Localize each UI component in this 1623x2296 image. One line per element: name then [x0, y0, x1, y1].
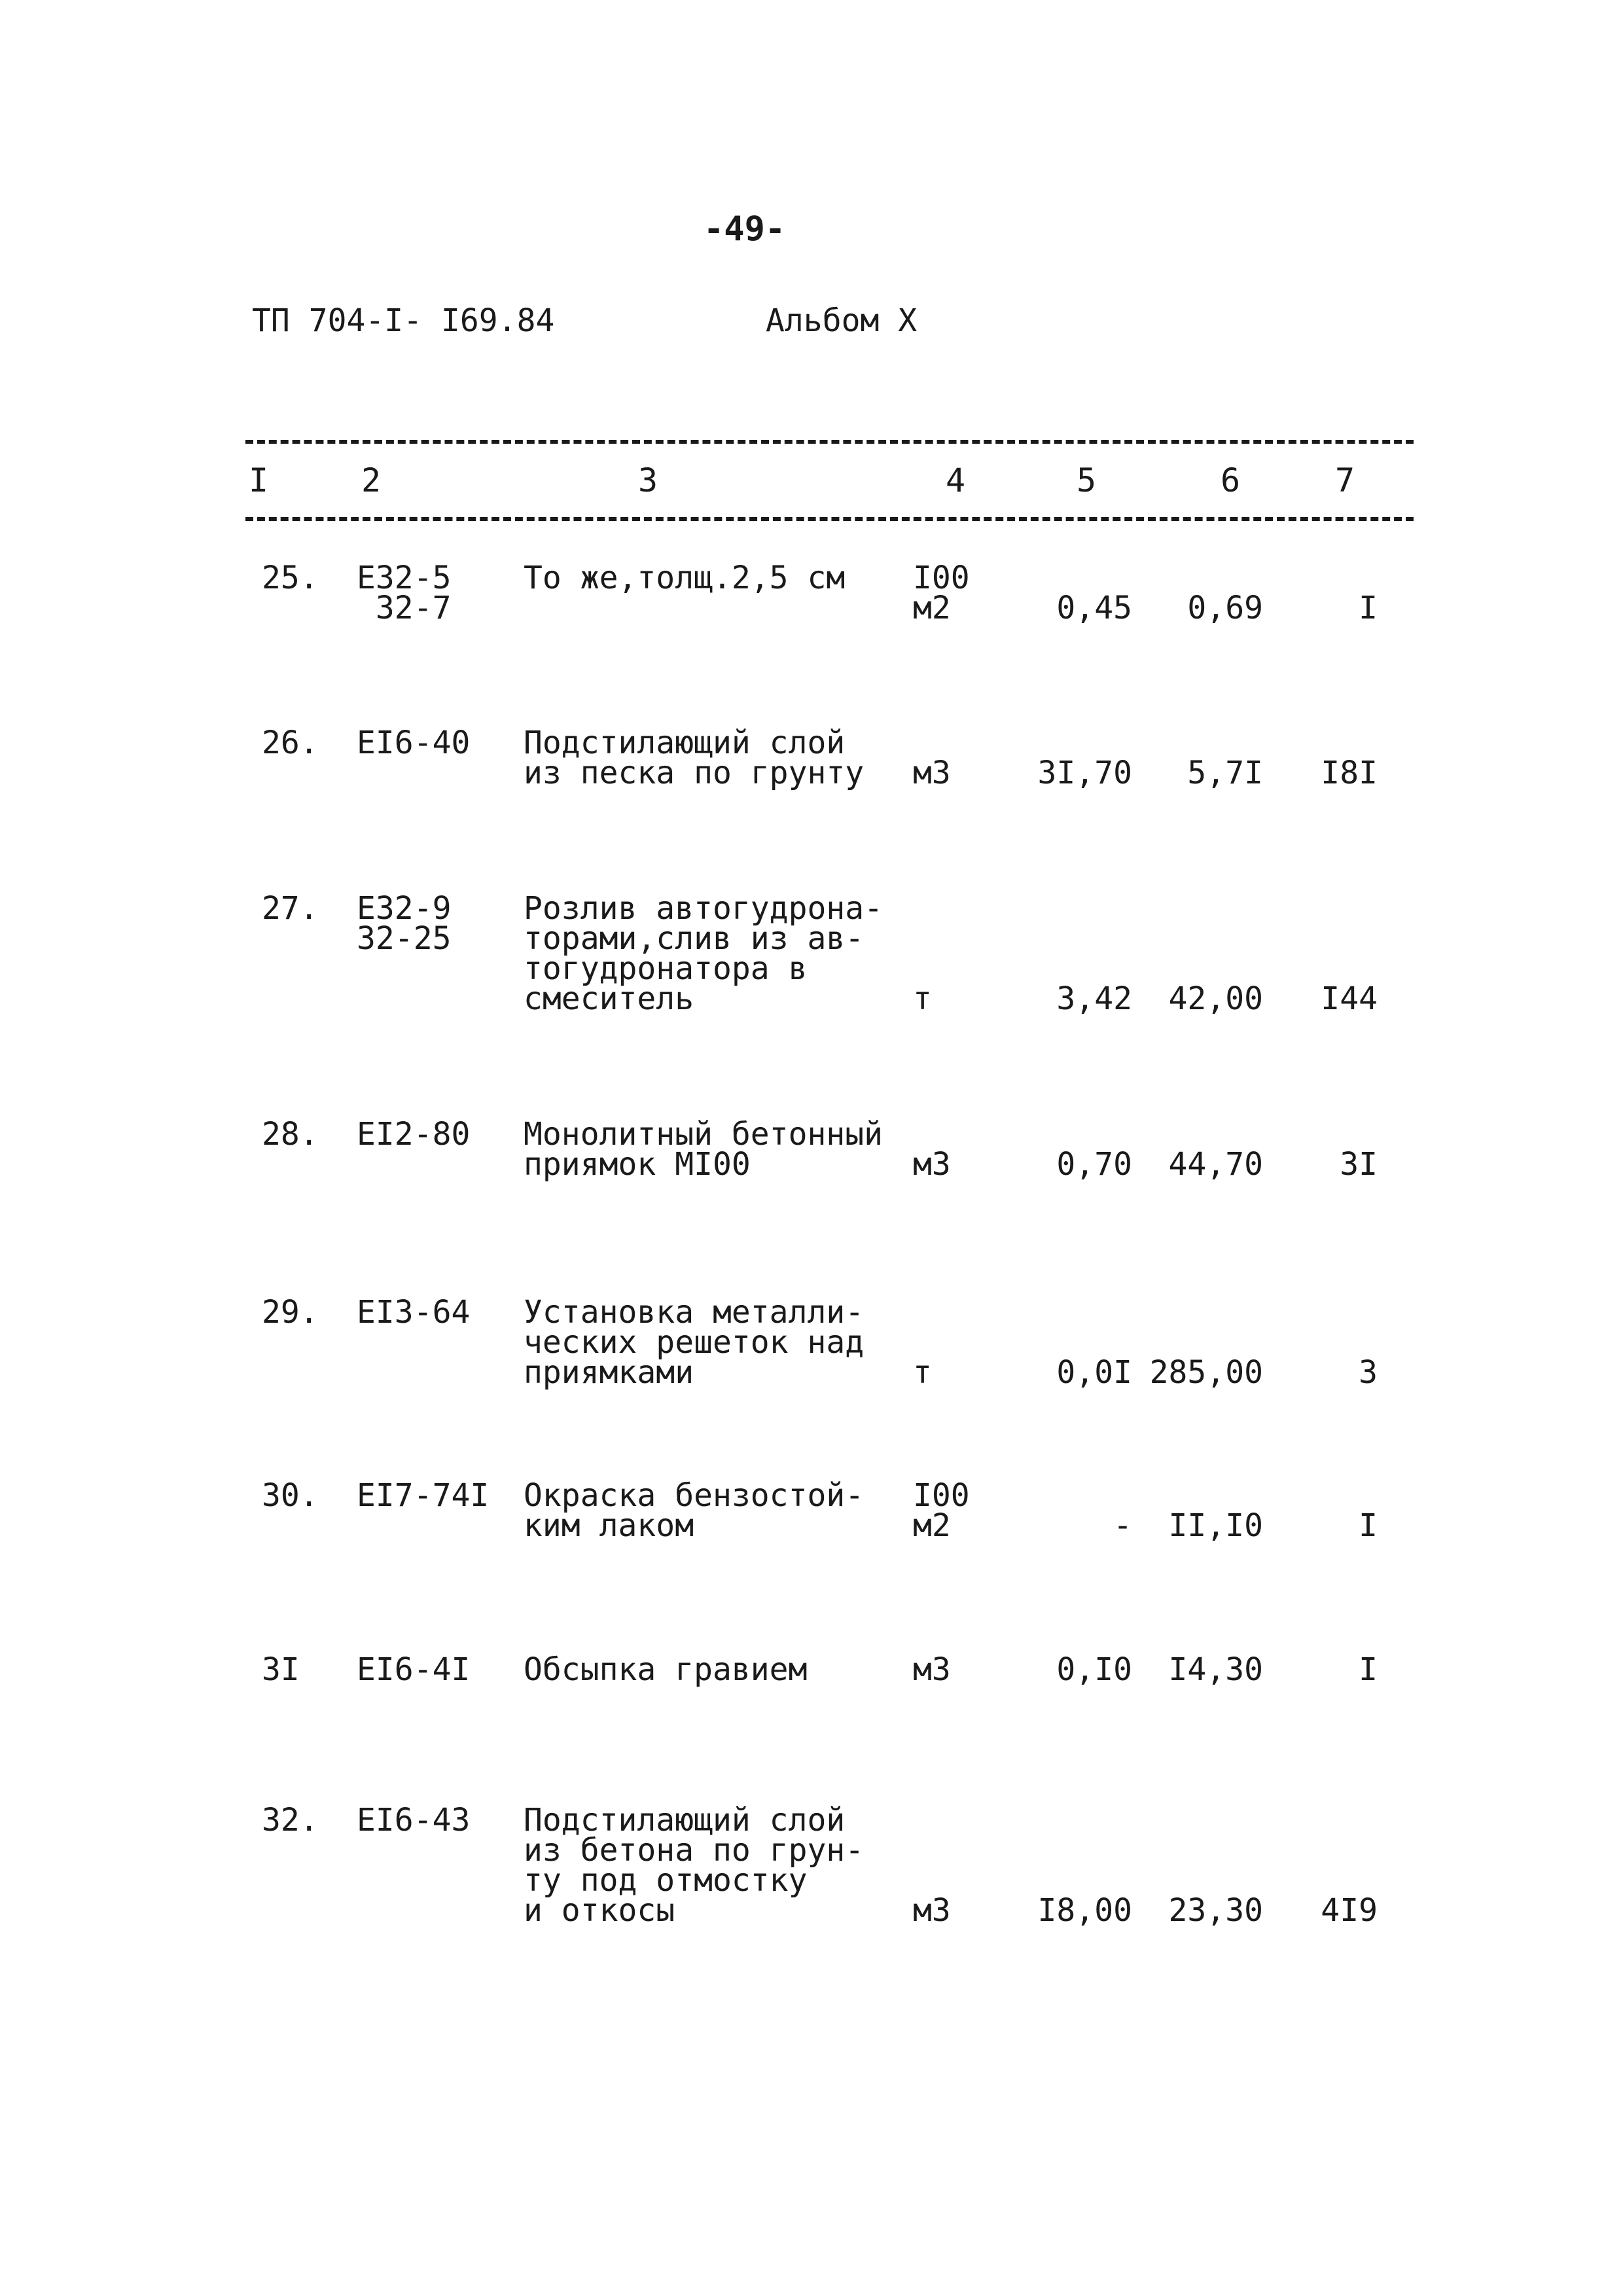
row-code: EI6-4I	[357, 1651, 471, 1688]
column-header-5: 5	[1077, 461, 1097, 499]
row-number: 30.	[262, 1477, 319, 1514]
row-description: Обсыпка гравием	[524, 1651, 808, 1688]
album-label: Альбом X	[766, 302, 918, 339]
row-unit: м3	[913, 1146, 951, 1183]
row-value-5: -	[1113, 1507, 1132, 1544]
row-value-6: I4,30	[1168, 1651, 1263, 1688]
row-description: Установка металли- ческих решеток над приямками	[524, 1294, 865, 1391]
row-number: 29.	[262, 1294, 319, 1331]
row-value-7: I44	[1321, 980, 1378, 1017]
row-number: 26.	[262, 725, 319, 761]
row-value-6: 44,70	[1168, 1146, 1263, 1183]
row-value-5: 0,I0	[1056, 1651, 1132, 1688]
row-code: E32-9 32-25	[357, 890, 452, 957]
row-code: EI7-74I	[357, 1477, 490, 1514]
row-number: 3I	[262, 1651, 300, 1688]
row-value-6: II,I0	[1168, 1507, 1263, 1544]
row-value-5: 3I,70	[1037, 755, 1132, 791]
row-description: Окраска бензостой- ким лаком	[524, 1477, 865, 1544]
column-header-6: 6	[1221, 461, 1241, 499]
column-header-1: I	[249, 461, 269, 499]
row-value-7: I	[1359, 590, 1378, 626]
header-divider-bottom	[245, 517, 1414, 521]
row-unit: т	[913, 1354, 932, 1391]
column-header-2: 2	[361, 461, 382, 499]
header-divider-top	[245, 440, 1414, 444]
row-code: EI6-40	[357, 725, 471, 761]
row-unit: м3	[913, 1651, 951, 1688]
page-number: -49-	[704, 209, 786, 249]
row-number: 28.	[262, 1116, 319, 1153]
row-code: EI2-80	[357, 1116, 471, 1153]
column-header-3: 3	[638, 461, 658, 499]
row-value-7: 3I	[1340, 1146, 1378, 1183]
document-code: ТП 704-I- I69.84	[252, 302, 555, 339]
column-header-4: 4	[946, 461, 966, 499]
row-value-6: 285,00	[1149, 1354, 1263, 1391]
row-description: Монолитный бетонный приямок МI00	[524, 1116, 883, 1183]
row-value-5: 3,42	[1056, 980, 1132, 1017]
row-value-7: 3	[1359, 1354, 1378, 1391]
row-value-6: 23,30	[1168, 1892, 1263, 1929]
row-value-5: 0,0I	[1056, 1354, 1132, 1391]
row-value-7: I	[1359, 1651, 1378, 1688]
row-code: EI3-64	[357, 1294, 471, 1331]
row-value-5: I8,00	[1037, 1892, 1132, 1929]
row-description: То же,толщ.2,5 см	[524, 560, 846, 596]
row-code: EI6-43	[357, 1802, 471, 1839]
row-value-5: 0,70	[1056, 1146, 1132, 1183]
row-number: 25.	[262, 560, 319, 596]
row-number: 32.	[262, 1802, 319, 1839]
row-description: Подстилающий слой из бетона по грун- ту под отмостку и откосы	[524, 1802, 865, 1929]
row-unit: м3	[913, 1892, 951, 1929]
column-header-7: 7	[1335, 461, 1355, 499]
row-unit: м3	[913, 755, 951, 791]
row-unit: т	[913, 980, 932, 1017]
row-value-7: I8I	[1321, 755, 1378, 791]
row-description: Розлив автогудрона- торами,слив из ав- тогудронатора в смеситель	[524, 890, 883, 1017]
row-number: 27.	[262, 890, 319, 927]
row-value-6: 5,7I	[1187, 755, 1263, 791]
row-value-6: 42,00	[1168, 980, 1263, 1017]
row-value-7: I	[1359, 1507, 1378, 1544]
row-description: Подстилающий слой из песка по грунту	[524, 725, 865, 791]
row-value-7: 4I9	[1321, 1892, 1378, 1929]
row-value-5: 0,45	[1056, 590, 1132, 626]
row-unit: I00 м2	[913, 1477, 970, 1544]
row-code: E32-5 32-7	[357, 560, 452, 626]
row-unit: I00 м2	[913, 560, 970, 626]
row-value-6: 0,69	[1187, 590, 1263, 626]
